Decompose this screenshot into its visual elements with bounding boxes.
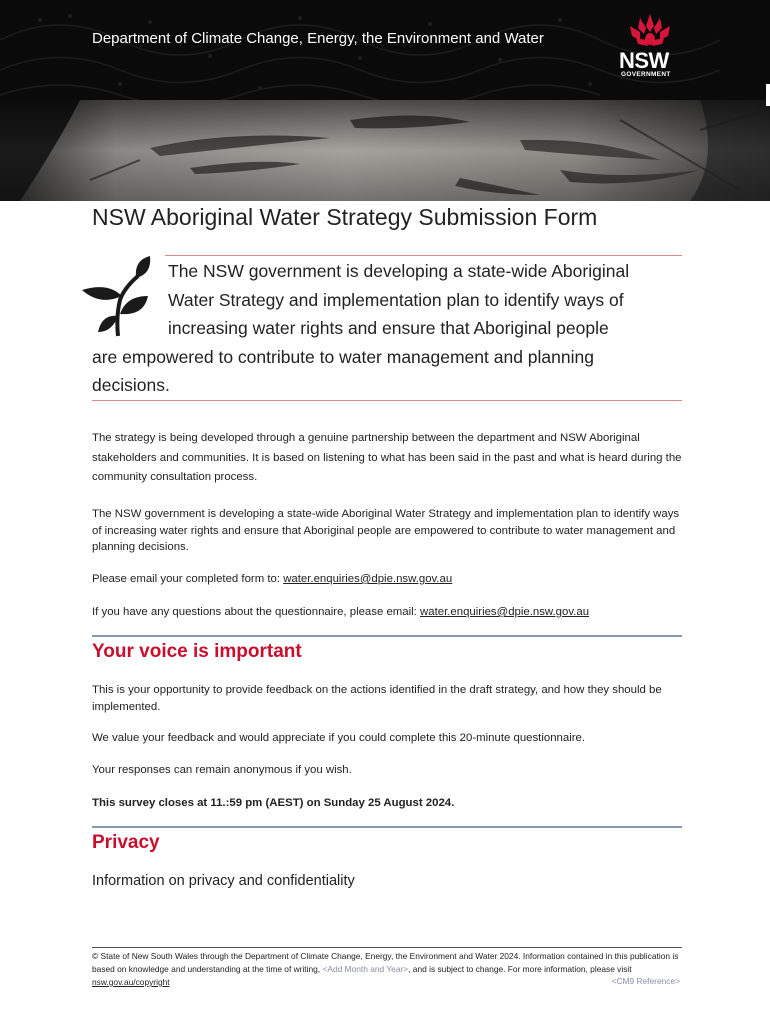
copyright-footer bbox=[92, 950, 682, 989]
email-instruction bbox=[92, 570, 682, 590]
footer-date-placeholder: <Add Month and Year> bbox=[322, 964, 409, 974]
voice-anonymous-paragraph: Your responses can remain anonymous if you wish. bbox=[92, 764, 352, 776]
department-name: Department of Climate Change, Energy, the Environment and Water bbox=[92, 30, 544, 47]
intro-line: are empowered to contribute to water management and planning bbox=[92, 346, 594, 367]
intro-bottom-rule bbox=[92, 400, 682, 401]
questions-prompt: If you have any questions about the questionnaire, please email: bbox=[92, 606, 421, 618]
government-paragraph: The NSW government is developing a state-wide Aboriginal Water Strategy and implementation plan to identify ways of increasing water rights and ensure that Aboriginal people are empowered to contribute to water management and planning decisions. bbox=[92, 508, 680, 553]
copyright-link[interactable]: nsw.gov.au/copyright bbox=[92, 977, 170, 987]
intro-line: The NSW government is developing a state-wide Aboriginal bbox=[168, 261, 630, 281]
voice-feedback-paragraph: We value your feedback and would appreciate if you could complete this 20-minute questionnaire. bbox=[92, 732, 586, 744]
footer-rule bbox=[92, 947, 682, 948]
voice-opportunity-paragraph: This is your opportunity to provide feedback on the actions identified in the draft strategy, and how they should be implemented. bbox=[92, 684, 662, 713]
voice-section-rule bbox=[92, 635, 682, 637]
footer-text-b: , and is subject to change. For more information, please visit bbox=[408, 964, 632, 974]
footer-text-a: © State of New South Wales through the Department of Climate Change, Energy, the Environment and Water 2024. Information contained in this publication is based on knowledge and understanding at the time of writing, bbox=[92, 951, 679, 974]
nsw-government-label: GOVERNMENT bbox=[621, 71, 671, 78]
questions-email-link[interactable]: water.enquiries@dpie.nsw.gov.au bbox=[420, 606, 590, 618]
header-banner bbox=[0, 0, 770, 201]
intro-line: Water Strategy and implementation plan to identify ways of bbox=[168, 289, 624, 310]
page-title: NSW Aboriginal Water Strategy Submission Form bbox=[92, 204, 598, 230]
email-prompt: Please email your completed form to: bbox=[92, 573, 284, 585]
rock-texture-graphic bbox=[0, 100, 770, 201]
privacy-section-rule bbox=[92, 826, 682, 828]
strategy-paragraph: The strategy is being developed through a genuine partnership between the department and NSW Aboriginal stakeholders and communities. It is based on listening to what has been said in the past and what is heard during the community consultation process. bbox=[92, 432, 682, 483]
banner-edge-mark bbox=[766, 84, 770, 106]
intro-top-rule bbox=[165, 255, 682, 256]
survey-closing-notice: This survey closes at 11.:59 pm (AEST) on Sunday 25 August 2024. bbox=[92, 797, 455, 809]
questions-instruction bbox=[92, 603, 682, 623]
plant-leaf-icon bbox=[78, 256, 158, 338]
cm9-reference: <CM9 Reference> bbox=[611, 976, 680, 986]
voice-heading: Your voice is important bbox=[92, 641, 302, 662]
privacy-heading: Privacy bbox=[92, 832, 160, 853]
intro-line: decisions. bbox=[92, 375, 170, 396]
rock-engraving-photo bbox=[0, 100, 770, 201]
submission-email-link[interactable]: water.enquiries@dpie.nsw.gov.au bbox=[283, 573, 453, 585]
nsw-wordmark: NSW bbox=[619, 48, 669, 73]
intro-line: increasing water rights and ensure that Aboriginal people bbox=[168, 318, 609, 339]
privacy-subheading: Information on privacy and confidentiality bbox=[92, 873, 355, 889]
